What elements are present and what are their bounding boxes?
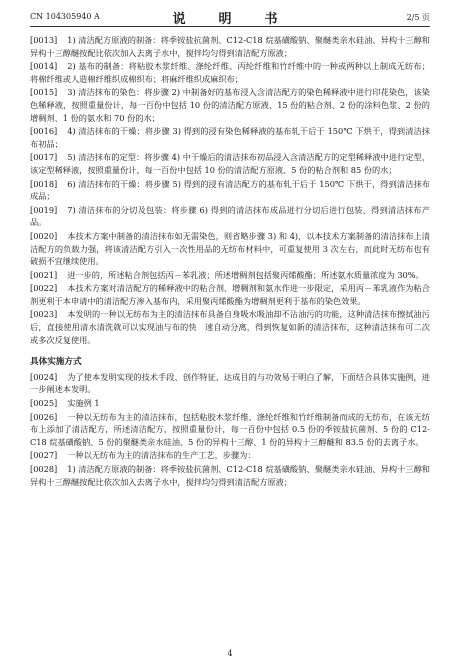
paragraph-number: [0025] (30, 398, 58, 409)
paragraph-text: 1) 清洁配方原液的制备：将季铵盐抗菌剂、C12-C18 烷基磺酸钠、聚醚类亲水硅油、异构十三醇和异构十三醇醚按配比依次加入去离子水中，搅拌均匀得到清洁配方原液； (30, 35, 430, 58)
paragraph (30, 86, 430, 124)
paragraph (30, 151, 430, 176)
paragraph-group-top (30, 34, 430, 346)
paragraph-number: [0017] (30, 152, 58, 163)
paragraph (30, 125, 430, 150)
page-indicator: 2/5 页 (406, 13, 430, 22)
paragraph-text: 1) 清洁配方原液的制备：将季铵盐抗菌剂、C12-C18 烷基磺酸钠、聚醚类亲水硅油、异构十三醇和异构十三醇醚按配比依次加入去离子水中，搅拌均匀得到清洁配方原液； (30, 464, 430, 487)
paragraph-number: [0024] (30, 371, 58, 382)
paragraph-number: [0028] (30, 464, 58, 474)
paragraph-number: [0015] (30, 87, 58, 98)
paragraph-number: [0016] (30, 126, 58, 137)
paragraph-text: 2) 基布的制备：将粘胶木浆纤维、涤纶纤维、丙纶纤维和竹纤维中的一种或两种以上制成无纺布；将棉纤维或人造棉纤维织成棉织布；将麻纤维织成麻织布； (30, 61, 430, 84)
paragraph-text: 6) 清洁抹布的干燥：将步骤 5) 得到的浸有清洁配方的基布轧干后于 150℃ 下烘干，得到清洁抹布成品； (30, 178, 430, 202)
paragraph (30, 449, 430, 462)
paragraph-text: 一种以无纺布为主的清洁抹布，包括粘胶木浆纤维、涤纶纤维和竹纤维制备而成的无纺布，在该无纺布上添加了清洁配方，所述清洁配方，按照重量份计，每一百份中包括 0.5 份的季铵盐抗菌剂、5 份的 C12-C18 烷基磺酸钠、5 份的聚醚类亲水硅油、5 份的异构十三醇、1 份的异构十三醇醚和 83.5 份的去离子水。 (30, 411, 430, 447)
document-body (30, 34, 430, 489)
page-number: 4 (227, 649, 233, 658)
paragraph-text: 一种以无纺布为主的清洁抹布的生产工艺，步骤为： (67, 450, 256, 461)
paragraph-text: 本技术方案对清洁配方的稀释液中的粘合剂、增稠剂和氨水作进一步限定，采用丙－苯乳液作为粘合剂更利于本申请中的清洁配方渗入基布内，采用聚丙烯酸酯为增稠剂更利于基布的染色效果。 (30, 283, 430, 306)
paragraph-text: 7) 清洁抹布的分切及包装：将步骤 6) 得到的清洁抹布成品进行分切后进行包装，得到清洁抹布产品。 (30, 204, 430, 228)
paragraph-text: 4) 清洁抹布的干燥：将步骤 3) 得到的浸有染色稀释液的基布轧干后于 150℃ 下烘干，得到清洁抹布初品； (30, 126, 430, 149)
paragraph-number: [0020] (30, 230, 58, 241)
page-footer (0, 649, 460, 658)
paragraph (30, 308, 430, 346)
document-title: 说 明 书 (172, 12, 288, 27)
paragraph-text: 本技术方案中制备的清洁抹布如无需染色，则省略步骤 3) 和 4)，以本技术方案制备的清洁抹布上清洁配方的负载力强，将该清洁配方引入一次性用品的无纺布材料中，可重复使用 3 次左右，而此时无纺布也有破损不宜继续使用。 (30, 230, 430, 267)
paragraph-number: [0019] (30, 204, 58, 215)
paragraph (30, 34, 430, 59)
paragraph-text: 进一步的，所述粘合剂包括丙－苯乳液；所述增稠剂包括聚丙烯酸酯；所述氨水质量浓度为 30%。 (67, 269, 424, 280)
paragraph-text: 5) 清洁抹布的定型：将步骤 4) 中干燥后的清洁抹布初品浸入含清洁配方的定型稀释液中进行定型，该定型稀释液，按照重量份计，每一百份中包括 10 份的清洁配方原液、5 份的粘合剂和 85 份的水； (30, 152, 430, 175)
paragraph-number: [0023] (30, 309, 58, 320)
paragraph-text: 本发明的一种以无纺布为主的清洁抹布具备自身吸水吸油却不沾油污的功能，这种清洁抹布擦拭油污后，直接使用清水清洗就可以实现油与布的快 速自动分离，得到恢复如新的清洁抹布，这种清洁抹布可二次或多次反复使用。 (30, 309, 430, 345)
paragraph-text: 实施例 1 (67, 398, 100, 409)
paragraph-number: [0027] (30, 450, 58, 461)
paragraph-text: 3) 清洁抹布的染色：将步骤 2) 中制备好的基布浸入含清洁配方的染色稀释液中进行印花染色，该染色稀释液，按照重量份计，每一百份中包括 10 份的清洁配方原液、15 份的粘合剂、2 份的涂料色浆、2 份的增稠剂、1 份的氨水和 70 份的水； (30, 87, 430, 123)
paragraph (30, 397, 430, 410)
paragraph-number: [0022] (30, 283, 58, 294)
paragraph-number: [0014] (30, 61, 58, 72)
paragraph-text: 为了使本发明实现的技术手段、创作特征、达成目的与功效易于明白了解，下面结合具体实施例，进一步阐述本发明。 (30, 371, 430, 395)
paragraph (30, 282, 430, 307)
paragraph-number: [0013] (30, 35, 58, 45)
patent-number: CN 104305940 A (30, 12, 100, 21)
paragraph (30, 60, 430, 85)
paragraph (30, 178, 430, 203)
paragraph (30, 204, 430, 229)
paragraph (30, 230, 430, 268)
paragraph-group-bottom (30, 371, 430, 488)
paragraph (30, 463, 430, 488)
paragraph-number: [0021] (30, 269, 58, 280)
page-header (30, 8, 430, 27)
paragraph (30, 269, 430, 282)
paragraph (30, 371, 430, 396)
paragraph-number: [0026] (30, 411, 58, 422)
paragraph-number: [0018] (30, 178, 58, 189)
section-heading: 具体实施方式 (30, 357, 82, 368)
paragraph (30, 411, 430, 449)
